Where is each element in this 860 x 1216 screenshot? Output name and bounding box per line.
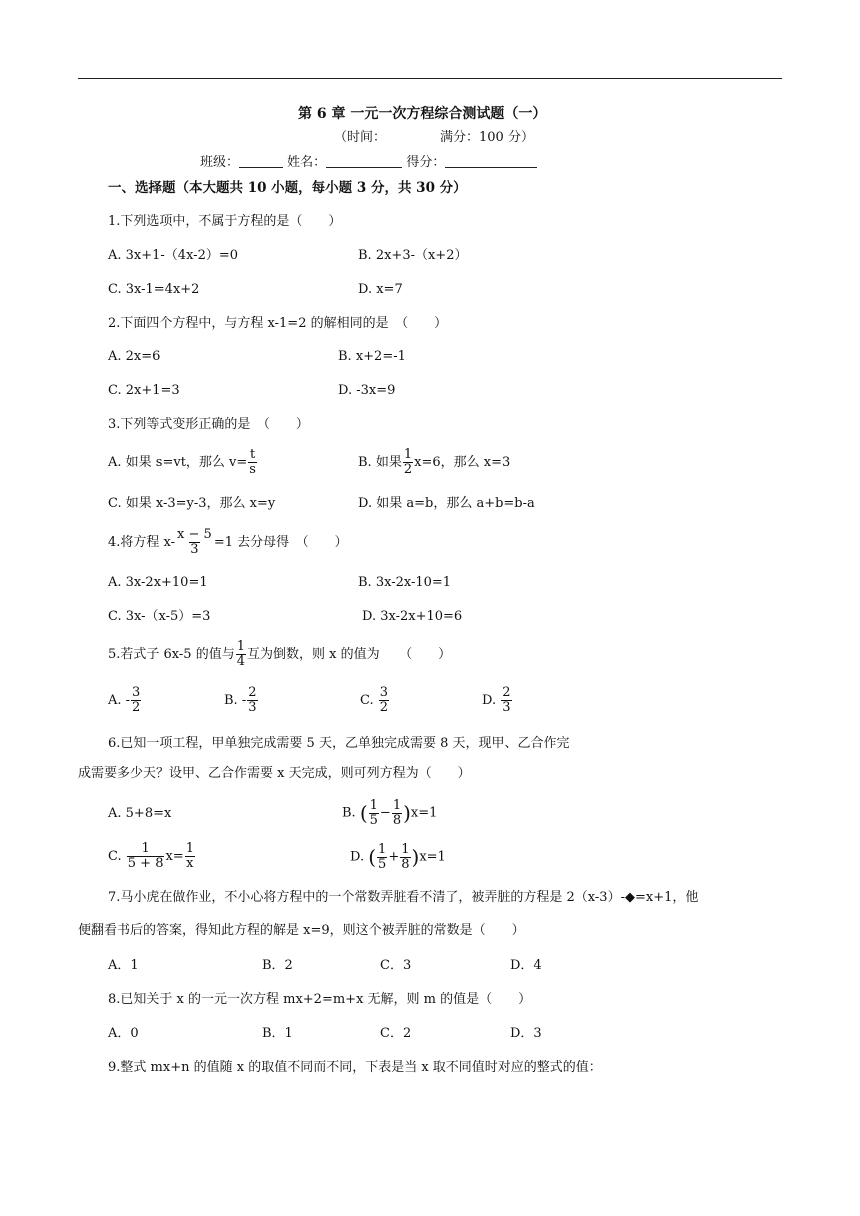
q4-option-d: D. 3x-2x+10=6 [362,609,463,624]
q5-num: 1 [236,639,245,654]
q8-option-b: B．1 [262,1026,293,1041]
q6-d-text-post: x=1 [419,849,446,865]
q5-c-fraction [379,686,389,715]
q5-d-den: 3 [502,700,511,715]
q6-b-text-post: x=1 [410,805,438,821]
header-rule [78,78,782,79]
q9-stem: 9.整式 mx+n 的值随 x 的取值不同而不同，下表是当 x 取不同值时对应的整式的值： [108,1060,602,1075]
q5-fraction [236,640,246,669]
points-label: 得分： [406,155,446,170]
q7-option-c: C．3 [380,958,412,973]
q3-option-a [108,448,258,478]
q1-option-a: A. 3x+1-（4x-2）=0 [108,248,239,263]
q3-option-c: C. 如果 x-3=y-3，那么 x=y [108,496,276,511]
q6-d-fraction1 [377,843,387,872]
q6-c-mid: x= [165,849,184,864]
q7-option-b: B．2 [262,958,293,973]
q1-stem: 1.下列选项中，不属于方程的是（ ） [108,214,342,229]
q6-d-open-paren: ( [368,845,377,869]
q2-option-a: A. 2x=6 [108,349,161,364]
q6-d-operator: + [388,849,400,865]
q6-d-f1-den: 5 [378,856,387,872]
q6-b-f1-num: 1 [369,797,378,813]
q7-option-a: A．1 [108,958,139,973]
q3-stem: 3.下列等式变形正确的是 （ ） [108,417,309,432]
q6-d-f1-num: 1 [378,841,387,857]
q6-d-f2-den: 8 [401,856,410,872]
q6-c-f1-num: 1 [141,841,150,856]
q4-num: x − 5 [177,527,212,542]
time-label: （时间： [334,130,387,145]
q6-b-operator: − [379,805,391,821]
q3-b-text: B. 如果 [358,455,402,470]
q5-d-num: 2 [502,685,511,700]
q7-option-d: D．4 [510,958,542,973]
q5-a-fraction [131,686,141,715]
q6-option-c [108,842,196,872]
q2-option-c: C. 2x+1=3 [108,383,180,398]
q6-b-f2-den: 8 [392,812,402,828]
q6-stem-line2: 成需要多少天？设甲、乙合作需要 x 天完成，则可列方程为（ ） [78,766,471,781]
q5-stem [108,640,451,670]
q5-c-den: 2 [379,700,389,715]
q4-stem-post: =1 去分母得 （ ） [213,535,348,550]
q5-option-b [224,686,259,716]
q3-a-num: t [250,447,256,462]
q5-stem-post: 互为倒数，则 x 的值为 （ ） [247,647,452,662]
q3-a-fraction [248,448,257,477]
name-label: 姓名： [287,155,327,170]
q8-option-d: D．3 [510,1026,542,1041]
q6-c-text: C. [108,849,122,864]
q4-option-a: A. 3x-2x+10=1 [108,575,208,590]
q1-option-c: C. 3x-1=4x+2 [108,282,200,297]
q5-b-fraction [247,686,257,715]
q3-option-b [358,448,510,478]
q3-b-den: 2 [403,462,413,477]
q4-den: 3 [190,542,199,557]
q6-b-fraction1 [369,799,379,828]
q6-b-fraction2 [392,799,402,828]
q6-c-f1-den: 5 + 8 [127,856,164,871]
q3-a-text: A. 如果 s=vt，那么 v= [108,455,248,470]
q5-a-text: A. - [108,693,131,708]
q5-b-num: 2 [248,685,257,700]
q4-option-b: B. 3x-2x-10=1 [358,575,452,590]
class-label: 班级： [200,155,240,170]
score-label: 满分：100 分） [440,130,534,145]
q6-b-open-paren: ( [359,801,368,825]
q4-option-c: C. 3x-（x-5）=3 [108,609,211,624]
q5-stem-pre: 5.若式子 6x-5 的值与 [108,647,235,662]
q3-option-d: D. 如果 a=b，那么 a+b=b-a [358,496,535,511]
q7-stem-line2: 便翻看书后的答案，得知此方程的解是 x=9，则这个被弄脏的常数是（ ） [78,923,525,938]
q6-d-fraction2 [400,843,410,872]
q5-den: 4 [236,654,245,669]
q1-option-b: B. 2x+3-（x+2） [358,248,468,263]
q5-a-num: 3 [132,685,141,700]
q1-option-d: D. x=7 [358,282,403,297]
q5-d-text: D. [482,693,497,708]
q4-stem-pre: 4.将方程 x- [108,535,176,550]
q3-b-fraction [403,448,413,477]
q5-c-num: 3 [379,685,389,700]
q6-option-a: A. 5+8=x [108,806,172,821]
q2-option-d: D. -3x=9 [338,383,396,398]
q6-c-f2-num: 1 [185,841,194,856]
q5-option-d [482,686,513,716]
q4-stem [108,528,348,558]
q3-a-den: s [249,462,256,477]
section-title: 一、选择题（本大题共 10 小题，每小题 3 分，共 30 分） [108,180,467,196]
q6-d-f2-num: 1 [401,841,410,857]
q3-b-num: 1 [403,447,413,462]
page-title: 第 6 章 一元一次方程综合测试题（一） [298,106,547,122]
q6-stem-line1: 6.已知一项工程，甲单独完成需要 5 天，乙单独完成需要 8 天，现甲、乙合作完 [108,736,570,751]
q6-option-d [350,842,446,873]
q6-d-close-paren: ) [411,845,420,869]
name-blank[interactable] [326,153,402,168]
q7-stem-line1: 7.马小虎在做作业，不小心将方程中的一个常数弄脏看不清了，被弄脏的方程是 2（x-3）-◆=x+1，他 [108,890,699,905]
q5-option-c [360,686,390,716]
q6-d-text: D. [350,849,365,865]
q6-b-text: B. [342,805,356,821]
q3-b-text-post: x=6，那么 x=3 [414,455,511,470]
student-info-row [200,153,537,171]
points-blank[interactable] [445,153,537,168]
q6-c-f2-den: x [186,856,194,871]
q6-option-b [342,798,437,829]
q6-c-fraction1 [127,842,165,871]
q5-c-text: C. [360,693,374,708]
q6-b-f1-den: 5 [369,812,378,828]
q5-b-den: 3 [248,700,257,715]
q5-d-fraction [501,686,511,715]
q8-stem: 8.已知关于 x 的一元一次方程 mx+2=m+x 无解，则 m 的值是（ ） [108,992,532,1007]
q6-b-close-paren: ) [403,801,411,825]
q6-c-fraction2 [185,842,195,871]
q6-b-f2-num: 1 [392,797,402,813]
class-blank[interactable] [239,153,283,168]
q8-option-a: A．0 [108,1026,139,1041]
q5-a-den: 2 [132,700,141,715]
q2-stem: 2.下面四个方程中，与方程 x-1=2 的解相同的是 （ ） [108,316,448,331]
q8-option-c: C．2 [380,1026,412,1041]
q2-option-b: B. x+2=-1 [338,349,406,364]
q4-fraction [176,528,213,557]
q5-option-a [108,686,142,716]
q5-b-text: B. - [224,693,247,708]
